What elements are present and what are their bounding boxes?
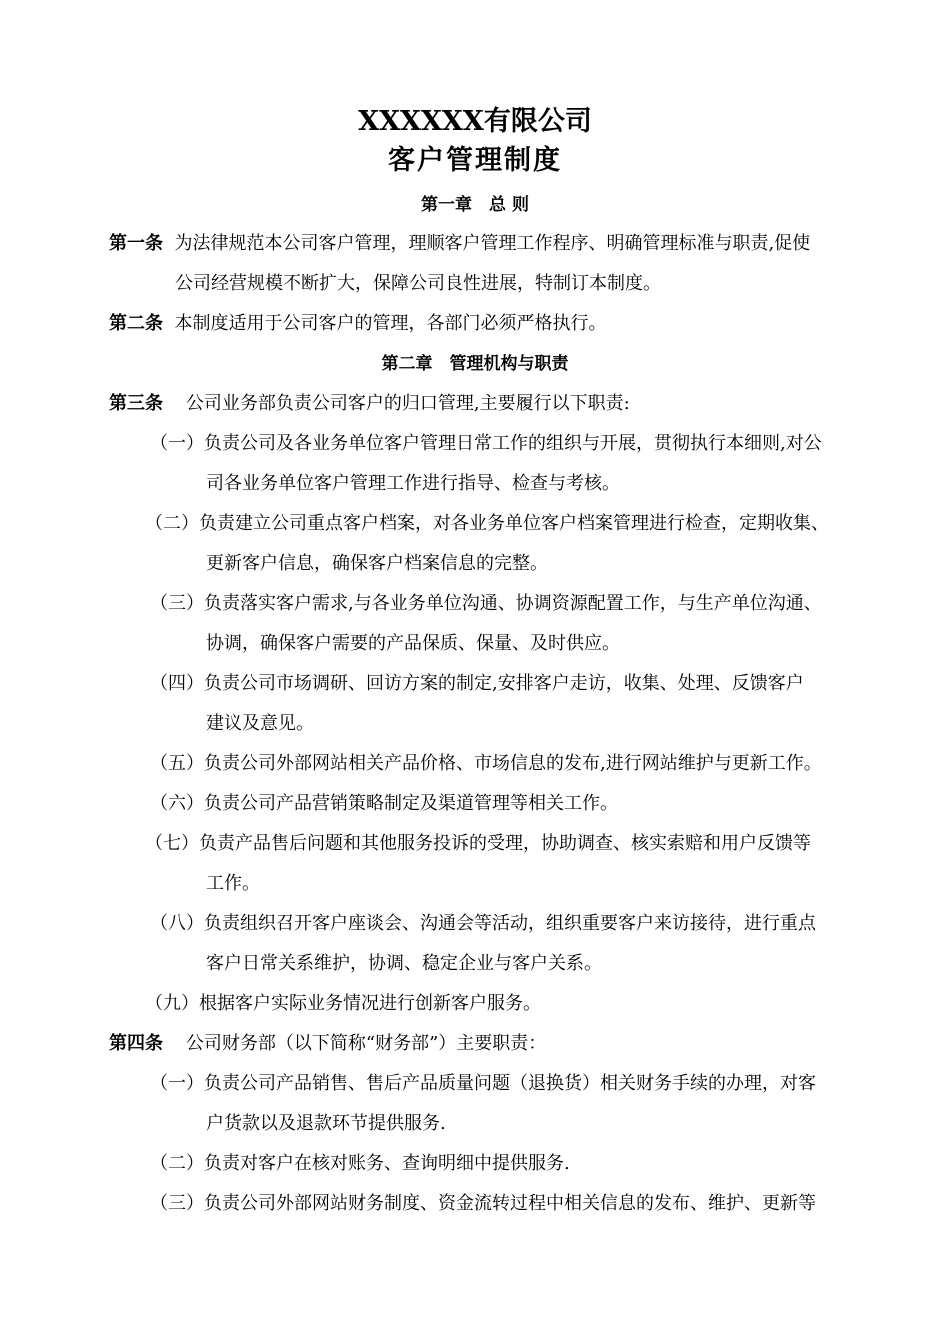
article-4-item-1-line-2: 户货款以及退款环节提供服务.	[206, 1113, 446, 1134]
article-3-item-8-line-2: 客户日常关系维护，协调、稳定企业与客户关系。	[206, 953, 602, 974]
article-4-text: 公司财务部（以下简称“财务部”）主要职责：	[185, 1033, 547, 1054]
document-title: 客户管理制度	[388, 145, 562, 176]
article-3-item-6-line-1: （六）负责公司产品营销策略制定及渠道管理等相关工作。	[150, 793, 618, 814]
article-1-label: 第一条	[109, 233, 163, 254]
article-3-item-4-line-2: 建议及意见。	[206, 713, 314, 734]
article-3-item-1-line-2: 司各业务单位客户管理工作进行指导、检查与考核。	[206, 473, 620, 494]
article-4-item-1-line-1: （一）负责公司产品销售、售后产品质量问题（退换货）相关财务手续的办理，对客	[150, 1073, 816, 1094]
article-3-item-7-line-1: （七）负责产品售后问题和其他服务投诉的受理，协助调查、核实索赔和用户反馈等	[145, 833, 811, 854]
article-1-line-1	[109, 231, 810, 257]
company-title: XXXXXX有限公司	[358, 106, 592, 137]
article-4-label: 第四条	[109, 1033, 163, 1054]
article-4-line-1	[109, 1031, 546, 1057]
chapter-2-heading: 第二章 管理机构与职责	[381, 354, 569, 374]
chapter-1-heading: 第一章 总 则	[421, 195, 529, 215]
article-3-item-9-line-1: （九）根据客户实际业务情况进行创新客户服务。	[145, 993, 541, 1014]
article-3-item-8-line-1: （八）负责组织召开客户座谈会、沟通会等活动，组织重要客户来访接待，进行重点	[150, 913, 816, 934]
article-4-item-2-line-1: （二）负责对客户在核对账务、查询明细中提供服务.	[150, 1153, 570, 1174]
article-3-item-2-line-1: （二）负责建立公司重点客户档案，对各业务单位客户档案管理进行检查，定期收集、	[145, 513, 829, 534]
article-3-label: 第三条	[109, 393, 163, 414]
article-1-line-2: 公司经营规模不断扩大，保障公司良性进展，特制订本制度。	[175, 273, 661, 294]
article-3-item-5-line-1: （五）负责公司外部网站相关产品价格、市场信息的发布,进行网站维护与更新工作。	[150, 753, 822, 774]
article-2-text: 本制度适用于公司客户的管理，各部门必须严格执行。	[174, 313, 607, 334]
article-3-item-7-line-2: 工作。	[206, 873, 260, 894]
article-4-item-3-line-1: （三）负责公司外部网站财务制度、资金流转过程中相关信息的发布、维护、更新等	[150, 1193, 816, 1214]
article-3-item-4-line-1: （四）负责公司市场调研、回访方案的制定,安排客户走访，收集、处理、反馈客户	[150, 673, 804, 694]
article-3-item-2-line-2: 更新客户信息，确保客户档案信息的完整。	[206, 553, 548, 574]
article-3-item-3-line-1: （三）负责落实客户需求,与各业务单位沟通、协调资源配置工作，与生产单位沟通、	[150, 593, 822, 614]
article-3-text: 公司业务部负责公司客户的归口管理,主要履行以下职责:	[185, 393, 630, 414]
article-3-item-1-line-1: （一）负责公司及各业务单位客户管理日常工作的组织与开展，贯彻执行本细则,对公	[150, 433, 822, 454]
article-3-item-3-line-2: 协调，确保客户需要的产品保质、保量、及时供应。	[206, 633, 620, 654]
article-1-text: 为法律规范本公司客户管理，理顺客户管理工作程序、明确管理标准与职责,促使	[174, 233, 811, 254]
article-2-line-1	[109, 311, 606, 337]
article-3-line-1	[109, 391, 630, 417]
article-2-label: 第二条	[109, 313, 163, 334]
